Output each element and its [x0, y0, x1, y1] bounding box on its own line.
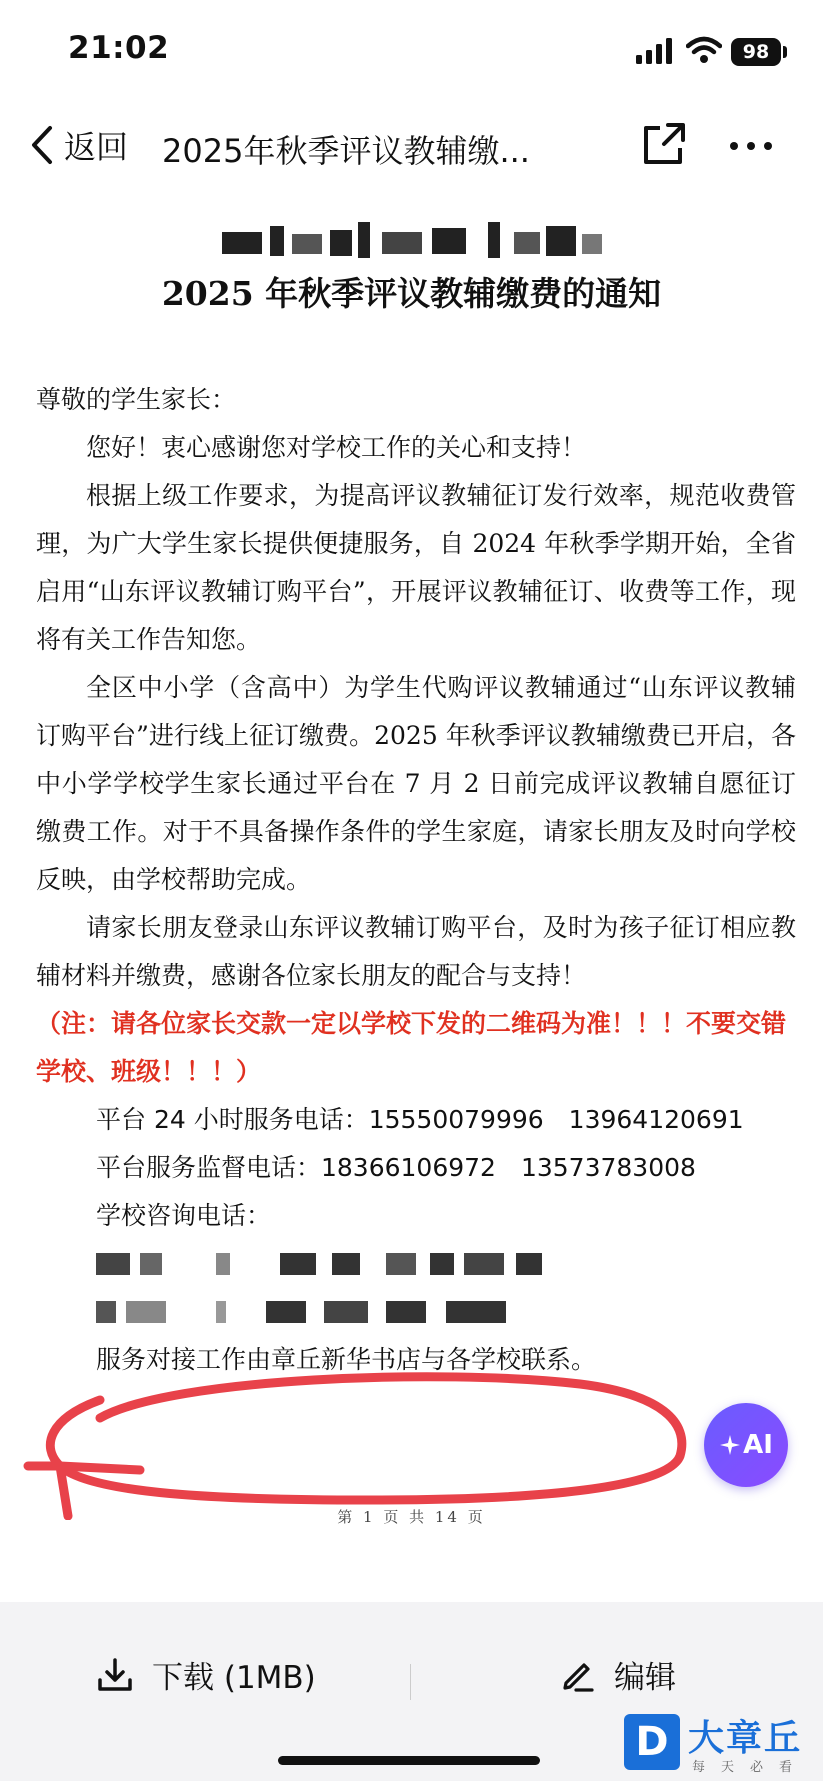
nav-bar: [0, 100, 823, 190]
service-contact-note: 服务对接工作由章丘新华书店与各学校联系。: [96, 1345, 597, 1374]
more-options-icon[interactable]: [730, 142, 772, 150]
page-title: 2025年秋季评议教辅缴...: [162, 132, 530, 170]
edit-label: 编辑: [614, 1660, 676, 1696]
supervision-phone-line: 平台服务监督电话：18366106972 13573783008: [96, 1153, 696, 1182]
download-label: 下载 (1MB): [152, 1660, 316, 1696]
redacted-school-name: [222, 222, 632, 262]
ai-label: AI: [743, 1430, 773, 1460]
pencil-icon: [560, 1657, 596, 1693]
back-label: 返回: [64, 128, 129, 166]
back-button[interactable]: [30, 122, 128, 168]
cellular-signal-icon: [636, 38, 676, 64]
ai-assistant-button[interactable]: [704, 1403, 788, 1487]
service-phone-line: 平台 24 小时服务电话：15550079996 13964120691: [96, 1105, 744, 1134]
divider: [410, 1664, 411, 1700]
wifi-icon: [686, 36, 722, 64]
page-indicator: 第 1 页 共 14 页: [337, 1508, 486, 1526]
edit-button[interactable]: [560, 1652, 676, 1697]
document-body: [36, 376, 796, 1384]
greeting: 尊敬的学生家长：: [36, 385, 237, 414]
red-circle-annotation: [20, 1360, 700, 1520]
share-icon[interactable]: [640, 120, 688, 168]
download-icon: [96, 1656, 134, 1694]
paragraph: 全区中小学（含高中）为学生代购评议教辅通过“山东评议教辅订购平台”进行线上征订缴费。2025 年秋季评议教辅缴费已开启，各中小学学校学生家长通过平台在 7 月 2 日前完成评议教辅自愿征订缴费工作。对于不具备操作条件的学生家庭，请家长朋友及时向学校反映，由学校帮助完成。: [36, 673, 796, 894]
battery-indicator: 98: [731, 38, 781, 66]
school-consult-label: 学校咨询电话：: [96, 1201, 272, 1230]
status-time: 21:02: [68, 30, 170, 66]
chevron-left-icon: [30, 125, 54, 165]
watermark-logo: [624, 1714, 823, 1781]
sparkle-icon: [719, 1434, 741, 1456]
watermark-d-logo: D: [624, 1714, 680, 1770]
watermark-title: 大章丘: [688, 1718, 803, 1759]
battery-tip: [783, 46, 787, 58]
paragraph: 您好！衷心感谢您对学校工作的关心和支持！: [86, 433, 587, 462]
status-bar: [0, 0, 823, 100]
redacted-phone-line: [96, 1288, 796, 1336]
paragraph: 请家长朋友登录山东评议教辅订购平台，及时为孩子征订相应教辅材料并缴费，感谢各位家长朋友的配合与支持！: [36, 913, 796, 990]
payment-warning-note: （注：请各位家长交款一定以学校下发的二维码为准！！！不要交错学校、班级！！！）: [36, 1009, 787, 1086]
paragraph: 根据上级工作要求，为提高评议教辅征订发行效率，规范收费管理，为广大学生家长提供便捷服务，自 2024 年秋季学期开始，全省启用“山东评议教辅订购平台”，开展评议教辅征订、收费等工作，现将有关工作告知您。: [36, 481, 796, 654]
document-title: 2025 年秋季评议教辅缴费的通知: [161, 274, 662, 313]
watermark-subtitle: 每天必看: [692, 1760, 809, 1775]
redacted-phone-line: [96, 1240, 796, 1288]
home-indicator: [278, 1756, 540, 1765]
download-button[interactable]: [96, 1652, 316, 1697]
bottom-action-bar: [0, 1602, 823, 1781]
